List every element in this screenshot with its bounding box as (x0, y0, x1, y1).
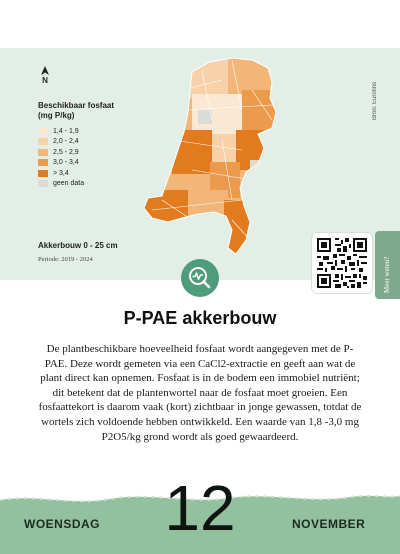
source-label: Bron: Eurofins (372, 81, 378, 120)
legend-title: Beschikbaar fosfaat (mg P/kg) (38, 101, 115, 120)
more-info-label: Meer weten? (383, 256, 391, 293)
legend-item (38, 126, 84, 137)
legend-swatch (38, 159, 48, 166)
magnifier-graph-icon (181, 259, 219, 297)
map-regions (132, 50, 292, 260)
legend-item (38, 168, 84, 179)
map-period: Periode: 2019 - 2024 (38, 256, 93, 263)
north-arrow-icon (41, 66, 49, 75)
legend-swatch (38, 180, 48, 187)
north-label: N (42, 76, 48, 85)
more-info-tab[interactable] (375, 231, 400, 299)
legend-label: > 3,4 (53, 169, 69, 177)
netherlands-map (132, 50, 292, 260)
qr-code[interactable] (312, 233, 372, 293)
qr-code-icon (317, 238, 367, 288)
legend-item (38, 179, 84, 190)
article-body: De plantbeschikbare hoeveelheid fosfaat wordt aangegeven met de P-PAE. Deze wordt gemeten via een CaCl2-extractie en geeft aan wat de plant direct kan opnemen. Fosfaat is in de bodem een immobiel nutriënt; dit betekent dat de plantenwortel naar de fosfaat moet groeien. Een fosfaattekort is daarom vaak (kort) zichtbaar in jonge gewassen, totdat de wortels zich voldoende hebben ontwikkeld. Een waarde van 1,8 -3,0 mg P2O5/kg grond wordt als goed gewaardeerd. (38, 343, 362, 443)
legend-label: 2,0 - 2,4 (53, 138, 79, 146)
legend-swatch (38, 138, 48, 145)
legend-item (38, 158, 84, 169)
legend-label: 2,5 - 2,9 (53, 148, 79, 156)
legend-label: 3,0 - 3,4 (53, 159, 79, 167)
legend-item (38, 147, 84, 158)
month-label: NOVEMBER (292, 517, 366, 531)
search-graph-icon (181, 259, 219, 297)
legend-label: geen data (53, 180, 85, 188)
legend-label: 1,4 - 1,9 (53, 127, 79, 135)
legend-swatch (38, 170, 48, 177)
map-panel (0, 48, 400, 293)
legend-item (38, 137, 84, 148)
legend-swatch (38, 128, 48, 135)
day-number: 12 (164, 472, 236, 544)
map-legend (38, 126, 84, 189)
north-arrow (38, 66, 52, 85)
legend-swatch (38, 149, 48, 156)
map-caption: Akkerbouw 0 - 25 cm (38, 241, 118, 250)
weekday-label: WOENSDAG (24, 517, 100, 531)
article-title: P-PAE akkerbouw (123, 308, 277, 328)
